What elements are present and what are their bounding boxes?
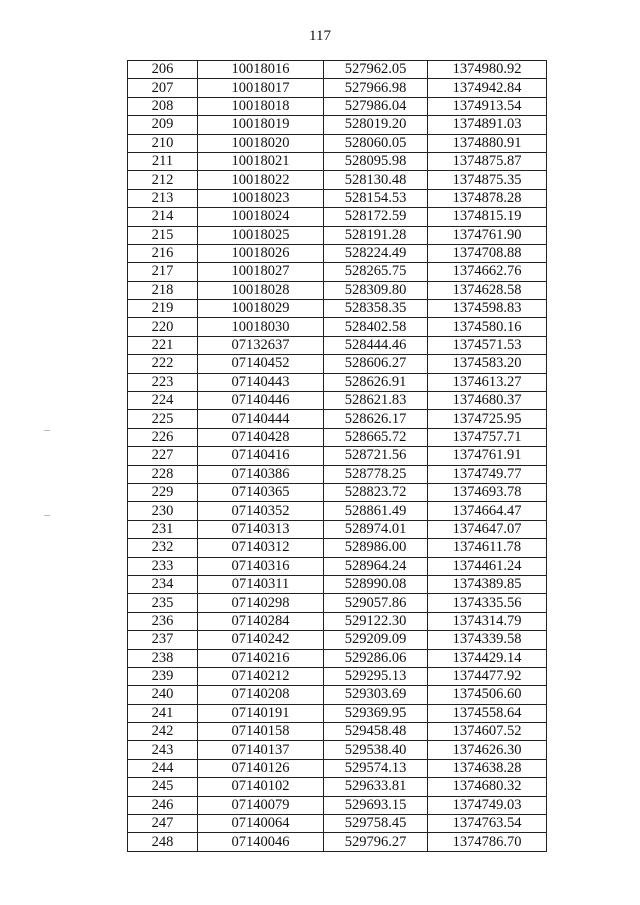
table-row	[128, 410, 547, 428]
point-id-cell: 07140416	[198, 447, 324, 465]
x-coordinate-cell: 528191.28	[324, 226, 428, 244]
point-number-cell: 215	[128, 226, 198, 244]
x-coordinate-cell: 527966.98	[324, 79, 428, 97]
point-number-cell: 228	[128, 465, 198, 483]
x-coordinate-cell: 528154.53	[324, 189, 428, 207]
table-body	[128, 61, 547, 852]
y-coordinate-cell: 1374613.27	[428, 373, 547, 391]
x-coordinate-cell: 529303.69	[324, 686, 428, 704]
x-coordinate-cell: 527962.05	[324, 61, 428, 79]
point-number-cell: 235	[128, 594, 198, 612]
point-id-cell: 07140064	[198, 815, 324, 833]
y-coordinate-cell: 1374891.03	[428, 116, 547, 134]
y-coordinate-cell: 1374913.54	[428, 97, 547, 115]
point-number-cell: 216	[128, 244, 198, 262]
point-number-cell: 238	[128, 649, 198, 667]
y-coordinate-cell: 1374506.60	[428, 686, 547, 704]
x-coordinate-cell: 529122.30	[324, 612, 428, 630]
table-row	[128, 300, 547, 318]
x-coordinate-cell: 529758.45	[324, 815, 428, 833]
table-row	[128, 539, 547, 557]
point-number-cell: 233	[128, 557, 198, 575]
y-coordinate-cell: 1374611.78	[428, 539, 547, 557]
x-coordinate-cell: 529295.13	[324, 667, 428, 685]
point-number-cell: 225	[128, 410, 198, 428]
point-number-cell: 229	[128, 483, 198, 501]
table-row	[128, 833, 547, 851]
point-id-cell: 07140126	[198, 759, 324, 777]
table-row	[128, 171, 547, 189]
point-number-cell: 222	[128, 355, 198, 373]
x-coordinate-cell: 528309.80	[324, 281, 428, 299]
y-coordinate-cell: 1374757.71	[428, 428, 547, 446]
point-id-cell: 07140212	[198, 667, 324, 685]
x-coordinate-cell: 528626.91	[324, 373, 428, 391]
point-id-cell: 07140284	[198, 612, 324, 630]
y-coordinate-cell: 1374558.64	[428, 704, 547, 722]
point-id-cell: 10018022	[198, 171, 324, 189]
table-row	[128, 336, 547, 354]
x-coordinate-cell: 528224.49	[324, 244, 428, 262]
table-row	[128, 759, 547, 777]
x-coordinate-cell: 529209.09	[324, 631, 428, 649]
x-coordinate-cell: 528778.25	[324, 465, 428, 483]
point-id-cell: 07140313	[198, 520, 324, 538]
y-coordinate-cell: 1374761.90	[428, 226, 547, 244]
point-id-cell: 10018025	[198, 226, 324, 244]
x-coordinate-cell: 528130.48	[324, 171, 428, 189]
point-id-cell: 10018019	[198, 116, 324, 134]
y-coordinate-cell: 1374875.87	[428, 152, 547, 170]
point-number-cell: 247	[128, 815, 198, 833]
y-coordinate-cell: 1374749.03	[428, 796, 547, 814]
table-row	[128, 612, 547, 630]
table-row	[128, 631, 547, 649]
x-coordinate-cell: 528721.56	[324, 447, 428, 465]
point-number-cell: 231	[128, 520, 198, 538]
point-id-cell: 10018027	[198, 263, 324, 281]
point-number-cell: 230	[128, 502, 198, 520]
x-coordinate-cell: 528265.75	[324, 263, 428, 281]
x-coordinate-cell: 529458.48	[324, 723, 428, 741]
y-coordinate-cell: 1374815.19	[428, 208, 547, 226]
point-id-cell: 07140446	[198, 392, 324, 410]
point-id-cell: 10018024	[198, 208, 324, 226]
table-row	[128, 355, 547, 373]
y-coordinate-cell: 1374647.07	[428, 520, 547, 538]
point-id-cell: 07140386	[198, 465, 324, 483]
point-number-cell: 232	[128, 539, 198, 557]
y-coordinate-cell: 1374708.88	[428, 244, 547, 262]
point-id-cell: 07140216	[198, 649, 324, 667]
point-id-cell: 10018017	[198, 79, 324, 97]
table-row	[128, 723, 547, 741]
point-number-cell: 209	[128, 116, 198, 134]
table-row	[128, 263, 547, 281]
point-id-cell: 10018021	[198, 152, 324, 170]
point-id-cell: 10018026	[198, 244, 324, 262]
table-row	[128, 152, 547, 170]
table-row	[128, 557, 547, 575]
point-number-cell: 246	[128, 796, 198, 814]
table-row	[128, 244, 547, 262]
point-id-cell: 07140452	[198, 355, 324, 373]
y-coordinate-cell: 1374725.95	[428, 410, 547, 428]
y-coordinate-cell: 1374598.83	[428, 300, 547, 318]
y-coordinate-cell: 1374875.35	[428, 171, 547, 189]
point-number-cell: 210	[128, 134, 198, 152]
point-number-cell: 218	[128, 281, 198, 299]
point-number-cell: 242	[128, 723, 198, 741]
x-coordinate-cell: 528964.24	[324, 557, 428, 575]
point-id-cell: 07140443	[198, 373, 324, 391]
y-coordinate-cell: 1374429.14	[428, 649, 547, 667]
table-row	[128, 796, 547, 814]
table-row	[128, 189, 547, 207]
table-row	[128, 704, 547, 722]
table-row	[128, 134, 547, 152]
y-coordinate-cell: 1374761.91	[428, 447, 547, 465]
point-number-cell: 211	[128, 152, 198, 170]
point-id-cell: 10018028	[198, 281, 324, 299]
x-coordinate-cell: 529369.95	[324, 704, 428, 722]
y-coordinate-cell: 1374580.16	[428, 318, 547, 336]
x-coordinate-cell: 528606.27	[324, 355, 428, 373]
point-number-cell: 243	[128, 741, 198, 759]
y-coordinate-cell: 1374583.20	[428, 355, 547, 373]
y-coordinate-cell: 1374942.84	[428, 79, 547, 97]
point-id-cell: 10018023	[198, 189, 324, 207]
x-coordinate-cell: 529693.15	[324, 796, 428, 814]
table-row	[128, 686, 547, 704]
y-coordinate-cell: 1374693.78	[428, 483, 547, 501]
point-number-cell: 234	[128, 575, 198, 593]
point-id-cell: 10018029	[198, 300, 324, 318]
y-coordinate-cell: 1374389.85	[428, 575, 547, 593]
point-id-cell: 07140444	[198, 410, 324, 428]
table-row	[128, 575, 547, 593]
y-coordinate-cell: 1374980.92	[428, 61, 547, 79]
y-coordinate-cell: 1374749.77	[428, 465, 547, 483]
point-id-cell: 07140428	[198, 428, 324, 446]
y-coordinate-cell: 1374880.91	[428, 134, 547, 152]
table-row	[128, 373, 547, 391]
point-id-cell: 10018030	[198, 318, 324, 336]
point-number-cell: 219	[128, 300, 198, 318]
point-id-cell: 07140311	[198, 575, 324, 593]
y-coordinate-cell: 1374339.58	[428, 631, 547, 649]
table-row	[128, 428, 547, 446]
x-coordinate-cell: 529538.40	[324, 741, 428, 759]
table-row	[128, 447, 547, 465]
y-coordinate-cell: 1374763.54	[428, 815, 547, 833]
margin-mark	[44, 430, 50, 431]
point-id-cell: 07140242	[198, 631, 324, 649]
y-coordinate-cell: 1374638.28	[428, 759, 547, 777]
point-number-cell: 237	[128, 631, 198, 649]
point-number-cell: 236	[128, 612, 198, 630]
x-coordinate-cell: 527986.04	[324, 97, 428, 115]
table-row	[128, 741, 547, 759]
point-number-cell: 212	[128, 171, 198, 189]
y-coordinate-cell: 1374680.37	[428, 392, 547, 410]
table-row	[128, 281, 547, 299]
x-coordinate-cell: 528172.59	[324, 208, 428, 226]
point-id-cell: 07140316	[198, 557, 324, 575]
x-coordinate-cell: 528621.83	[324, 392, 428, 410]
y-coordinate-cell: 1374607.52	[428, 723, 547, 741]
point-number-cell: 224	[128, 392, 198, 410]
y-coordinate-cell: 1374461.24	[428, 557, 547, 575]
table-row	[128, 667, 547, 685]
table-row	[128, 778, 547, 796]
point-number-cell: 241	[128, 704, 198, 722]
point-id-cell: 07140298	[198, 594, 324, 612]
point-id-cell: 07132637	[198, 336, 324, 354]
x-coordinate-cell: 528095.98	[324, 152, 428, 170]
x-coordinate-cell: 529633.81	[324, 778, 428, 796]
y-coordinate-cell: 1374314.79	[428, 612, 547, 630]
point-number-cell: 227	[128, 447, 198, 465]
point-id-cell: 07140158	[198, 723, 324, 741]
table-row	[128, 79, 547, 97]
point-number-cell: 213	[128, 189, 198, 207]
point-number-cell: 226	[128, 428, 198, 446]
point-number-cell: 217	[128, 263, 198, 281]
point-number-cell: 207	[128, 79, 198, 97]
x-coordinate-cell: 528444.46	[324, 336, 428, 354]
table-row	[128, 226, 547, 244]
y-coordinate-cell: 1374878.28	[428, 189, 547, 207]
coordinates-table	[127, 60, 547, 852]
table-row	[128, 97, 547, 115]
table-row	[128, 61, 547, 79]
point-id-cell: 10018016	[198, 61, 324, 79]
point-id-cell: 10018020	[198, 134, 324, 152]
x-coordinate-cell: 529057.86	[324, 594, 428, 612]
point-id-cell: 07140137	[198, 741, 324, 759]
point-number-cell: 239	[128, 667, 198, 685]
y-coordinate-cell: 1374335.56	[428, 594, 547, 612]
y-coordinate-cell: 1374680.32	[428, 778, 547, 796]
point-number-cell: 245	[128, 778, 198, 796]
x-coordinate-cell: 528665.72	[324, 428, 428, 446]
x-coordinate-cell: 528986.00	[324, 539, 428, 557]
point-number-cell: 214	[128, 208, 198, 226]
table-row	[128, 502, 547, 520]
point-id-cell: 07140046	[198, 833, 324, 851]
y-coordinate-cell: 1374786.70	[428, 833, 547, 851]
x-coordinate-cell: 529286.06	[324, 649, 428, 667]
x-coordinate-cell: 529574.13	[324, 759, 428, 777]
y-coordinate-cell: 1374664.47	[428, 502, 547, 520]
x-coordinate-cell: 528974.01	[324, 520, 428, 538]
table-row	[128, 815, 547, 833]
y-coordinate-cell: 1374626.30	[428, 741, 547, 759]
x-coordinate-cell: 529796.27	[324, 833, 428, 851]
point-number-cell: 221	[128, 336, 198, 354]
point-number-cell: 223	[128, 373, 198, 391]
point-id-cell: 07140312	[198, 539, 324, 557]
table-row	[128, 594, 547, 612]
point-number-cell: 240	[128, 686, 198, 704]
table-row	[128, 116, 547, 134]
y-coordinate-cell: 1374628.58	[428, 281, 547, 299]
point-number-cell: 248	[128, 833, 198, 851]
y-coordinate-cell: 1374477.92	[428, 667, 547, 685]
y-coordinate-cell: 1374571.53	[428, 336, 547, 354]
x-coordinate-cell: 528626.17	[324, 410, 428, 428]
x-coordinate-cell: 528402.58	[324, 318, 428, 336]
point-id-cell: 10018018	[198, 97, 324, 115]
point-id-cell: 07140102	[198, 778, 324, 796]
point-id-cell: 07140208	[198, 686, 324, 704]
point-id-cell: 07140365	[198, 483, 324, 501]
point-id-cell: 07140191	[198, 704, 324, 722]
x-coordinate-cell: 528990.08	[324, 575, 428, 593]
table-row	[128, 392, 547, 410]
page-number: 117	[309, 28, 331, 44]
margin-mark	[44, 515, 50, 516]
x-coordinate-cell: 528823.72	[324, 483, 428, 501]
point-number-cell: 208	[128, 97, 198, 115]
point-id-cell: 07140352	[198, 502, 324, 520]
table-row	[128, 208, 547, 226]
y-coordinate-cell: 1374662.76	[428, 263, 547, 281]
point-number-cell: 220	[128, 318, 198, 336]
table-row	[128, 483, 547, 501]
point-number-cell: 206	[128, 61, 198, 79]
table-row	[128, 465, 547, 483]
x-coordinate-cell: 528060.05	[324, 134, 428, 152]
x-coordinate-cell: 528019.20	[324, 116, 428, 134]
table-row	[128, 520, 547, 538]
table-row	[128, 649, 547, 667]
point-number-cell: 244	[128, 759, 198, 777]
x-coordinate-cell: 528861.49	[324, 502, 428, 520]
point-id-cell: 07140079	[198, 796, 324, 814]
x-coordinate-cell: 528358.35	[324, 300, 428, 318]
table-row	[128, 318, 547, 336]
